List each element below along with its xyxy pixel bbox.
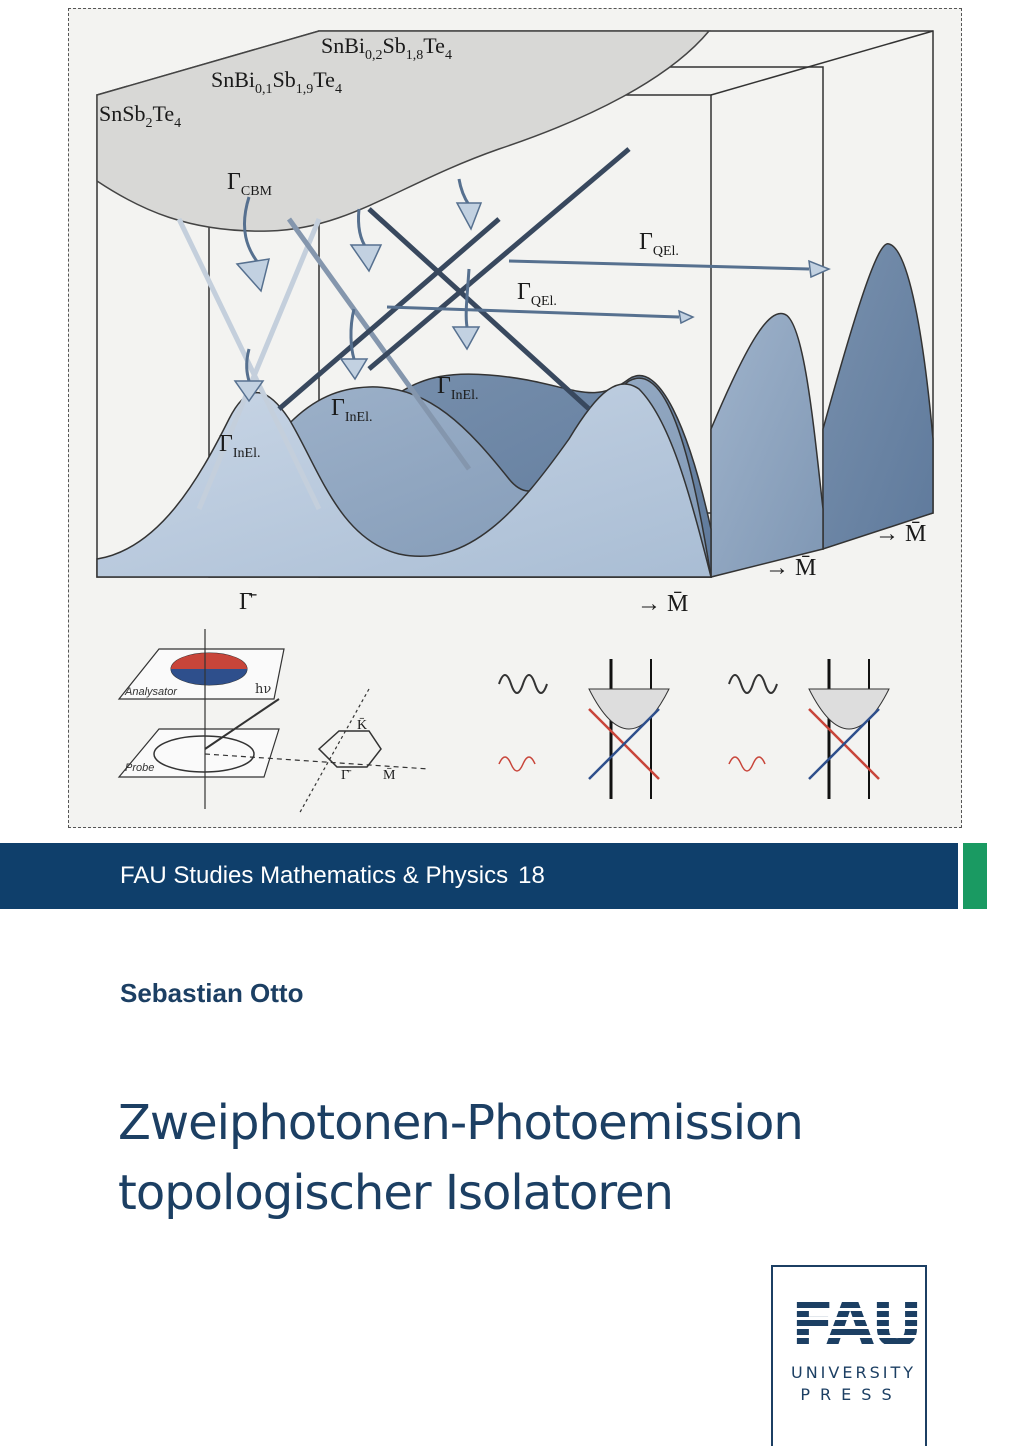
label-gamma-bar-small: Γ̄	[341, 768, 350, 783]
dirac-cone-schematics	[499, 659, 889, 799]
author-name: Sebastian Otto	[120, 978, 304, 1008]
qel-arrows	[387, 261, 829, 323]
label-gamma-qel-2: $\Gamma_{QEl.}$	[517, 279, 557, 309]
book-title-line2: topologischer Isolatoren	[118, 1165, 673, 1221]
label-m-bar-2: → M̄	[765, 555, 817, 581]
label-gamma-inel-2: $\Gamma_{InEl.}$	[331, 395, 373, 425]
band-structure-diagram	[69, 9, 963, 829]
logo-line1: UNIVERSITY	[791, 1363, 916, 1382]
label-m-bar-small: M̄	[383, 768, 396, 783]
band-mid	[711, 313, 823, 577]
label-gamma-inel-3: $\Gamma_{InEl.}$	[219, 431, 261, 461]
label-material-3: $SnBi_{0,2}Sb_{1,8}Te_4$	[321, 33, 452, 63]
series-accent	[963, 843, 987, 909]
label-probe: Probe	[125, 762, 155, 774]
label-hv: hν	[255, 682, 272, 697]
label-material-1: $SnSb_2Te_4$	[99, 101, 182, 131]
publisher-logo	[771, 1265, 927, 1446]
book-title-line1: Zweiphotonen-Photoemission	[118, 1095, 803, 1151]
label-m-bar-1: → M̄	[637, 591, 689, 617]
label-material-2: $SnBi_{0,1}Sb_{1,9}Te_4$	[211, 67, 342, 97]
label-gamma-bar: Γ̄	[239, 589, 253, 615]
series-number: 18	[518, 862, 545, 889]
series-name: FAU Studies Mathematics & Physics	[120, 862, 509, 889]
label-m-bar-3: → M̄	[875, 521, 927, 547]
label-gamma-qel-1: $\Gamma_{QEl.}$	[639, 229, 679, 259]
logo-line2: PRESS	[800, 1385, 902, 1404]
label-analysator: Analysator	[125, 686, 177, 698]
book-title	[118, 1088, 838, 1228]
conduction-band	[97, 31, 709, 231]
label-k-bar: K̄	[357, 718, 368, 733]
band-back	[823, 244, 933, 549]
label-gamma-inel-1: $\Gamma_{InEl.}$	[437, 373, 479, 403]
photoemission-schematic	[119, 629, 429, 814]
series-title	[120, 862, 545, 890]
logo-mark: FAU	[791, 1288, 921, 1362]
label-gamma-cbm: $\Gamma_{CBM}$	[227, 169, 272, 199]
cover-illustration	[68, 8, 962, 828]
